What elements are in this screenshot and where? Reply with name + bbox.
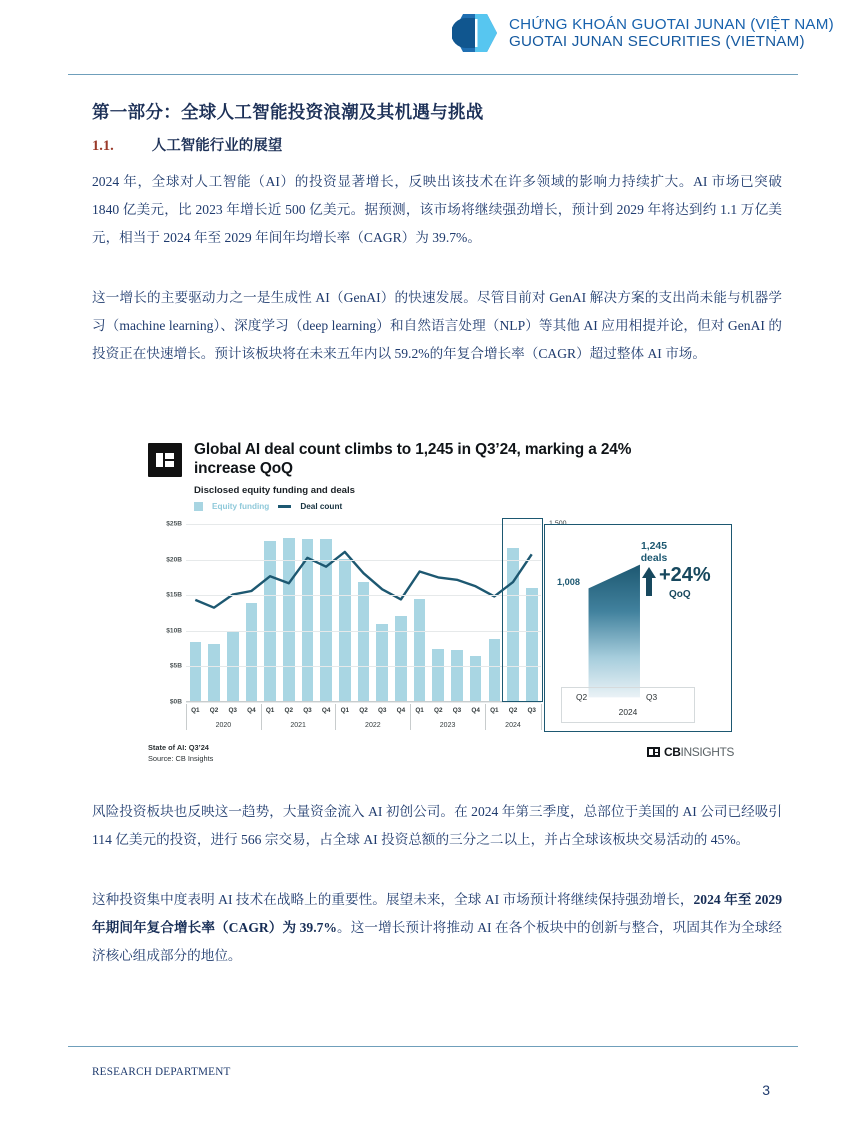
chart-gridline [186, 666, 541, 667]
chart-y-tick-left: $15B [166, 591, 182, 599]
legend-label-deal-count: Deal count [300, 502, 343, 511]
company-logo [452, 12, 834, 54]
paragraph-4-part-c: 。这一增长预计将推动 AI 在各个板块中的创新与整合，巩固其作为全球经济核心组成部分的地位。 [92, 920, 782, 963]
footer-department: RESEARCH DEPARTMENT [92, 1066, 231, 1078]
masthead [0, 0, 866, 62]
inset-delta-value: +24% [659, 564, 711, 586]
chart-x-axis-quarters [186, 704, 541, 718]
inset-value-q2: 1,008 [557, 577, 580, 587]
chart-year-label: 2024 [505, 722, 521, 729]
chart-x-tick: Q4 [471, 707, 480, 714]
chart-axis-separator [541, 704, 542, 730]
chart-year-label: 2021 [290, 722, 306, 729]
chart-year-label: 2023 [439, 722, 456, 729]
cbinsights-logo-light: INSIGHTS [680, 745, 734, 759]
inset-value-q3-unit: deals [640, 552, 668, 564]
chart-gridline [186, 524, 541, 525]
inset-delta-label: QoQ [669, 589, 691, 600]
chart-gridline [186, 560, 541, 561]
chart-footnote-title: State of AI: Q3’24 [148, 743, 209, 752]
paragraph-4-highlight: 2024 年至 2029 年期间年复合增长率（CAGR）为 39.7% [92, 892, 783, 935]
chart-subtitle: Disclosed equity funding and deals [194, 485, 355, 496]
cbinsights-mark-icon [647, 747, 660, 757]
chart-y-tick-left: $25B [166, 520, 182, 528]
cbinsights-square-icon [148, 443, 182, 477]
brand-line-vi: CHỨNG KHOÁN GUOTAI JUNAN (VIỆT NAM) [509, 15, 834, 33]
chart-x-tick: Q2 [434, 707, 443, 714]
chart-x-tick: Q2 [359, 707, 368, 714]
inset-label-q3: Q3 [646, 692, 658, 702]
subsection-title: 人工智能行业的展望 [151, 138, 283, 154]
chart-y-tick-left: $20B [166, 556, 182, 564]
cbinsights-logo [647, 745, 734, 759]
chart-figure [140, 432, 740, 780]
chart-year-label: 2020 [215, 722, 232, 729]
paragraph-1: 2024 年，全球对人工智能（AI）的投资显著增长，反映出该技术在许多领域的影响力持续扩大。AI 市场已突破 1840 亿美元，比 2023 年增长近 500 亿美元。据预测，该市场将继续强劲增长，预计到 2029 年将达到约 1.1 万亿美元，相当于 2024 年至 2029 年间年均增长率（CAGR）为 39.7%。 [92, 174, 782, 245]
chart-x-tick: Q4 [321, 707, 331, 714]
inset-delta [649, 565, 711, 585]
chart-x-tick: Q1 [265, 707, 275, 714]
chart-y-tick-left: $5B [169, 662, 182, 670]
paragraph-4 [92, 886, 782, 970]
chart-plot-area [166, 520, 541, 706]
chart-line-series [186, 524, 541, 702]
chart-x-tick: Q4 [396, 707, 406, 714]
chart-x-tick: Q3 [377, 707, 387, 714]
legend-swatch-equity-funding [194, 502, 203, 511]
section-heading: 第一部分：全球人工智能投资浪潮及其机遇与挑战 [92, 102, 484, 122]
chart-gridline [186, 702, 541, 703]
chart-x-tick: Q2 [209, 707, 219, 714]
paragraph-2: 这一增长的主要驱动力之一是生成性 AI（GenAI）的快速发展。尽管目前对 GenAI 解决方案的支出尚未能与机器学习（machine learning）、深度学习（deep learning）和自然语言处理（NLP）等其他 AI 应用相提并论，但对 GenAI 的投资正在快速增长。预计该板块将在未来五年内以 59.2%的年复合增长率（CAGR）超过整体 AI 市场。 [92, 290, 782, 361]
page-number: 3 [762, 1082, 770, 1098]
chart-x-tick: Q3 [303, 707, 312, 714]
inset-value-q3 [619, 541, 689, 564]
chart-gridline [186, 595, 541, 596]
footer-divider [68, 1046, 798, 1047]
legend-swatch-deal-count [278, 505, 291, 508]
chart-y-tick-left: $0B [169, 698, 182, 706]
inset-label-q2: Q2 [576, 692, 588, 702]
chart-inset-panel [544, 524, 732, 732]
inset-x-axis-box [561, 687, 695, 723]
guotai-junan-logo-icon [452, 12, 498, 54]
chart-x-tick: Q3 [527, 707, 536, 714]
paragraph-3: 风险投资板块也反映这一趋势，大量资金流入 AI 初创公司。在 2024 年第三季度，总部位于美国的 AI 公司已经吸引 114 亿美元的投资，进行 566 宗交易，占全球 AI 投资总额的三分之二以上，并占全球该板块交易活动的 45%。 [92, 804, 782, 847]
chart-gridline [186, 631, 541, 632]
subsection-heading [92, 134, 282, 155]
cbinsights-logo-bold: CB [663, 745, 681, 759]
inset-label-year: 2024 [618, 707, 638, 717]
chart-x-tick: Q4 [247, 707, 256, 714]
chart-y-tick-left: $10B [166, 627, 182, 635]
paragraph-4-part-a: 这种投资集中度表明 AI 技术在战略上的重要性。展望未来，全球 AI 市场预计将继续保持强劲增长， [92, 892, 694, 907]
chart-year-label: 2022 [365, 722, 381, 729]
chart-title: Global AI deal count climbs to 1,245 in Q3’24, marking a 24% increase QoQ [194, 441, 632, 477]
inset-value-q3-number: 1,245 [640, 541, 667, 552]
chart-x-tick: Q1 [340, 707, 350, 714]
chart-x-axis-years [186, 719, 541, 733]
header-divider [68, 74, 798, 75]
chart-footnote-source: Source: CB Insights [148, 754, 214, 763]
chart-x-tick: Q2 [284, 707, 294, 714]
brand-line-en: GUOTAI JUNAN SECURITIES (VIETNAM) [509, 33, 805, 50]
chart-x-tick: Q1 [490, 707, 499, 714]
legend-label-equity-funding: Equity funding [212, 502, 270, 511]
chart-x-tick: Q3 [452, 707, 462, 714]
chart-header [140, 432, 740, 511]
chart-x-tick: Q1 [191, 707, 200, 714]
chart-legend [194, 502, 664, 511]
subsection-number: 1.1. [92, 138, 114, 154]
chart-x-tick: Q2 [508, 707, 518, 714]
chart-x-tick: Q3 [228, 707, 237, 714]
chart-x-tick: Q1 [415, 707, 424, 714]
chart-footnote [148, 742, 213, 764]
